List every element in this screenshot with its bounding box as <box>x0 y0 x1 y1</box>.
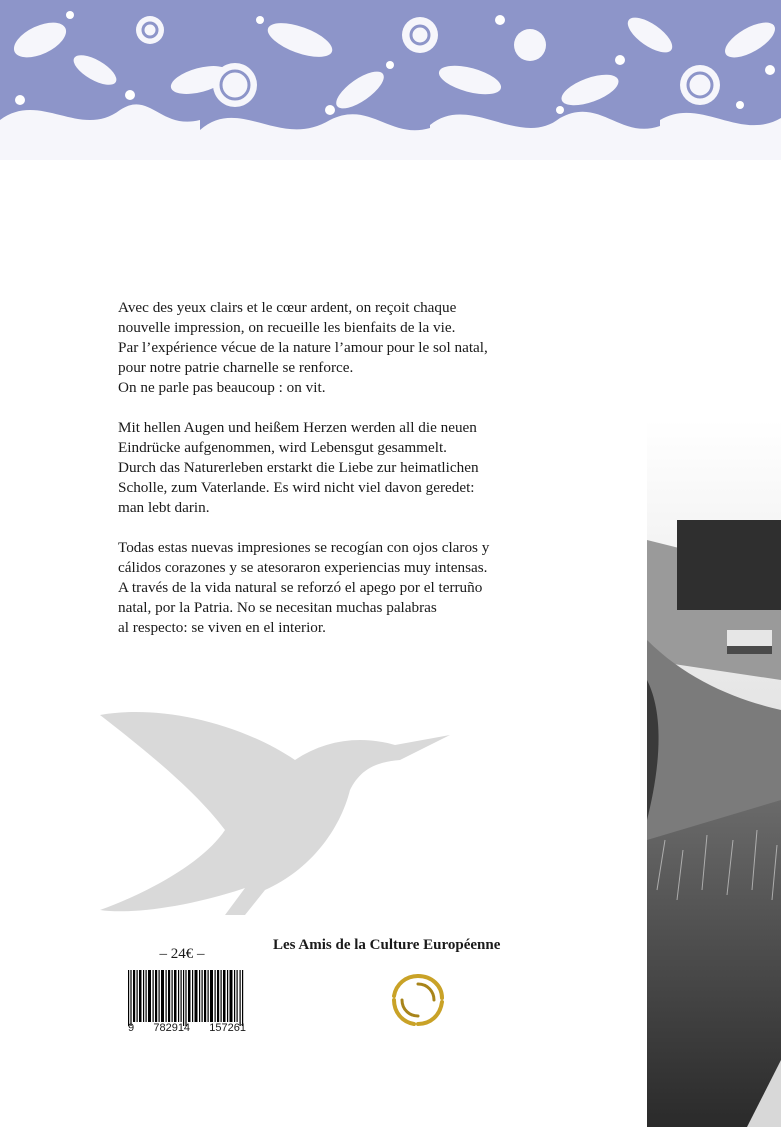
text-line: A través de la vida natural se reforzó el apego por el terruño <box>118 579 483 596</box>
text-line: Scholle, zum Vaterlande. Es wird nicht viel davon geredet: <box>118 479 475 496</box>
paragraph-french <box>118 298 598 398</box>
text-line: nouvelle impression, on recueille les bienfaits de la vie. <box>118 319 456 336</box>
barcode-digits <box>128 1022 246 1034</box>
text-line: cálidos corazones y se atesoraron experiencias muy intensas. <box>118 559 488 576</box>
paragraph-german <box>118 418 598 518</box>
text-line: Avec des yeux clairs et le cœur ardent, on reçoit chaque <box>118 299 457 316</box>
text-line: man lebt darin. <box>118 499 210 516</box>
barcode <box>128 970 244 1026</box>
publisher-name: Les Amis de la Culture Européenne <box>273 937 501 953</box>
price-label: – 24€ – <box>159 946 205 962</box>
blurb-text <box>118 298 598 658</box>
barcode-first-digit: 9 <box>128 1022 135 1034</box>
text-line: natal, por la Patria. No se necesitan muchas palabras <box>118 599 437 616</box>
text-line: Eindrücke aufgenommen, wird Lebensgut gesammelt. <box>118 439 447 456</box>
text-line: Todas estas nuevas impresiones se recogían con ojos claros y <box>118 539 490 556</box>
heron-bird-icon <box>95 700 455 920</box>
floral-banner <box>0 0 781 160</box>
text-line: Durch das Naturerleben erstarkt die Liebe zur heimatlichen <box>118 459 479 476</box>
landscape-photo <box>647 420 781 1127</box>
text-line: Par l’expérience vécue de la nature l’amour pour le sol natal, <box>118 339 488 356</box>
barcode-group-1: 782914 <box>153 1022 191 1034</box>
swirl-ring-logo-icon <box>388 970 448 1030</box>
text-line: pour notre patrie charnelle se renforce. <box>118 359 354 376</box>
paragraph-spanish <box>118 538 598 638</box>
barcode-group-2: 157261 <box>209 1022 246 1034</box>
text-line: On ne parle pas beaucoup : on vit. <box>118 379 326 396</box>
text-line: Mit hellen Augen und heißem Herzen werden all die neuen <box>118 419 477 436</box>
text-line: al respecto: se viven en el interior. <box>118 619 326 636</box>
